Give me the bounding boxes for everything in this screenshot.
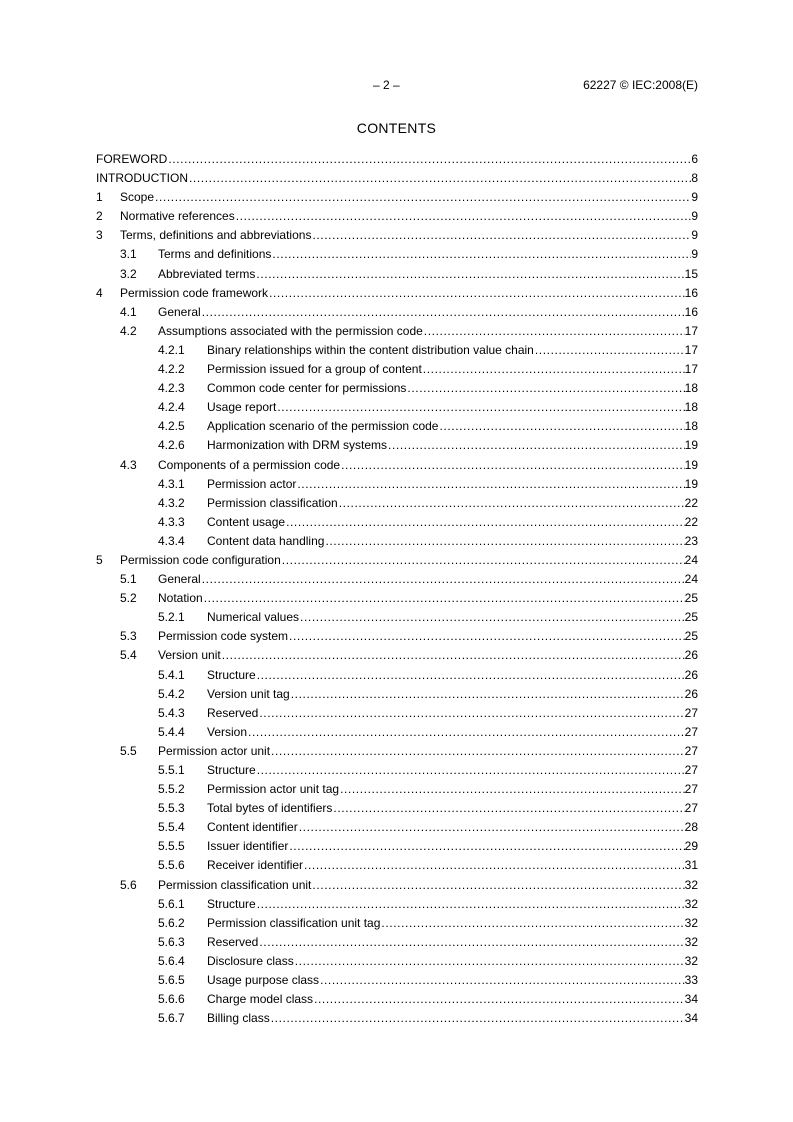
toc-entry-page: 25 (684, 629, 698, 644)
toc-entry-page: 9 (691, 190, 698, 205)
toc-entry-label: Disclosure class (207, 953, 294, 968)
toc-entry-label: Permission actor unit (158, 743, 271, 758)
toc-entry-line (207, 723, 698, 742)
table-of-contents (96, 150, 698, 1028)
toc-entry[interactable] (96, 398, 698, 417)
toc-entry-label: Billing class (207, 1011, 270, 1026)
toc-entry-number: 4.1 (120, 304, 137, 319)
contents-title: CONTENTS (356, 120, 437, 136)
dot-leader (204, 589, 685, 608)
toc-entry-label: Normative references (120, 209, 235, 224)
dot-leader (272, 245, 691, 264)
toc-entry-label: Application scenario of the permission code (207, 419, 439, 434)
toc-entry-label: Permission classification (207, 495, 338, 510)
toc-entry-line (207, 761, 698, 780)
toc-entry-label: Version unit (158, 648, 221, 663)
toc-entry-line (96, 150, 698, 169)
dot-leader (259, 704, 684, 723)
toc-entry-label: Reserved (207, 705, 259, 720)
toc-entry[interactable] (96, 742, 698, 761)
toc-entry-label: Version unit tag (207, 686, 290, 701)
toc-entry-number: 5.5.3 (158, 801, 185, 816)
toc-entry-line (96, 169, 698, 188)
toc-entry-page: 18 (684, 400, 698, 415)
toc-entry-page: 26 (684, 648, 698, 663)
toc-entry-label: Content data handling (207, 533, 325, 548)
dot-leader (299, 818, 685, 837)
toc-entry-label: Receiver identifier (207, 858, 304, 873)
toc-entry-line (207, 379, 698, 398)
toc-entry-number: 5.3 (120, 629, 137, 644)
dot-leader (155, 188, 691, 207)
dot-leader (189, 169, 691, 188)
dot-leader (300, 608, 685, 627)
toc-entry-line (207, 341, 698, 360)
toc-entry-page: 26 (684, 667, 698, 682)
toc-entry-label: Notation (158, 591, 203, 606)
dot-leader (439, 417, 684, 436)
toc-entry-number: 5.4 (120, 648, 137, 663)
dot-leader (168, 150, 691, 169)
toc-entry-number: 5.4.4 (158, 724, 185, 739)
toc-entry[interactable] (96, 226, 698, 245)
toc-entry-page: 27 (684, 724, 698, 739)
toc-entry[interactable] (96, 723, 698, 742)
toc-entry-page: 25 (684, 610, 698, 625)
toc-entry-number: 5.5.2 (158, 782, 185, 797)
toc-entry-label: Terms, definitions and abbreviations (120, 228, 312, 243)
dot-leader (257, 895, 685, 914)
toc-entry-line (120, 551, 698, 570)
toc-entry-number: 4.2.4 (158, 400, 185, 415)
toc-entry-page: 24 (684, 572, 698, 587)
standard-identifier: 62227 © IEC:2008(E) (583, 78, 698, 92)
toc-entry[interactable] (96, 666, 698, 685)
toc-entry-line (207, 417, 698, 436)
toc-entry[interactable] (96, 188, 698, 207)
toc-entry[interactable] (96, 608, 698, 627)
toc-entry-page: 32 (684, 877, 698, 892)
toc-entry[interactable] (96, 914, 698, 933)
toc-entry-line (158, 303, 698, 322)
toc-entry-line (207, 990, 698, 1009)
toc-entry-line (207, 494, 698, 513)
dot-leader (325, 532, 684, 551)
toc-entry[interactable] (96, 799, 698, 818)
toc-entry-label: Terms and definitions (158, 247, 272, 262)
toc-entry-line (207, 360, 698, 379)
dot-leader (236, 207, 692, 226)
dot-leader (424, 322, 685, 341)
toc-entry-number: 4.2.6 (158, 438, 185, 453)
toc-entry-label: Reserved (207, 934, 259, 949)
toc-entry[interactable] (96, 265, 698, 284)
toc-entry-label: Usage report (207, 400, 277, 415)
toc-entry-number: 4.3.3 (158, 514, 185, 529)
dot-leader (341, 456, 685, 475)
toc-entry-page: 19 (684, 457, 698, 472)
toc-entry-page: 24 (684, 552, 698, 567)
toc-entry-number: 5.6.4 (158, 953, 185, 968)
toc-entry-line (158, 265, 698, 284)
toc-entry-line (207, 933, 698, 952)
toc-entry-page: 29 (684, 839, 698, 854)
toc-entry-number: 4.2.1 (158, 342, 185, 357)
toc-entry-label: Issuer identifier (207, 839, 289, 854)
page-number: – 2 – (373, 78, 400, 92)
toc-entry-label: Version (207, 724, 248, 739)
toc-entry-number: 5.2 (120, 591, 137, 606)
toc-entry[interactable] (96, 971, 698, 990)
toc-entry-label: FOREWORD (96, 152, 168, 166)
toc-entry-label: Total bytes of identifiers (207, 801, 333, 816)
toc-entry-page: 32 (684, 915, 698, 930)
dot-leader (271, 1009, 685, 1028)
toc-entry[interactable] (96, 169, 698, 188)
toc-entry-page: 32 (684, 953, 698, 968)
dot-leader (423, 360, 685, 379)
toc-entry-page: 33 (684, 973, 698, 988)
toc-entry-label: Permission actor (207, 476, 297, 491)
toc-entry-line (120, 284, 698, 303)
dot-leader (535, 341, 685, 360)
toc-entry-page: 15 (684, 266, 698, 281)
dot-leader (289, 837, 684, 856)
toc-entry-page: 34 (684, 992, 698, 1007)
dot-leader (407, 379, 684, 398)
toc-entry[interactable] (96, 780, 698, 799)
toc-entry-label: Permission code system (158, 629, 289, 644)
toc-entry-label: Numerical values (207, 610, 300, 625)
toc-entry-number: 1 (96, 190, 103, 205)
toc-entry[interactable] (96, 646, 698, 665)
toc-entry-line (207, 914, 698, 933)
toc-entry-line (158, 589, 698, 608)
toc-entry[interactable] (96, 933, 698, 952)
toc-entry-page: 17 (684, 323, 698, 338)
toc-entry-line (207, 1009, 698, 1028)
toc-entry-number: 5.6.6 (158, 992, 185, 1007)
toc-entry[interactable] (96, 895, 698, 914)
toc-entry-label: Common code center for permissions (207, 381, 407, 396)
toc-entry-page: 17 (684, 342, 698, 357)
toc-entry-label: General (158, 572, 201, 587)
toc-entry-page: 17 (684, 362, 698, 377)
dot-leader (314, 990, 685, 1009)
toc-entry-line (207, 666, 698, 685)
toc-entry-page: 19 (684, 438, 698, 453)
toc-entry-label: Content usage (207, 514, 286, 529)
toc-entry-line (207, 780, 698, 799)
dot-leader (269, 284, 685, 303)
dot-leader (291, 685, 685, 704)
toc-entry[interactable] (96, 551, 698, 570)
dot-leader (248, 723, 685, 742)
dot-leader (259, 933, 684, 952)
toc-entry-page: 22 (684, 514, 698, 529)
toc-entry-number: 3.2 (120, 266, 137, 281)
toc-entry-page: 26 (684, 686, 698, 701)
dot-leader (257, 761, 685, 780)
dot-leader (297, 475, 684, 494)
toc-entry-number: 5.4.3 (158, 705, 185, 720)
toc-entry-label: Permission code configuration (120, 552, 281, 567)
toc-entry-line (207, 532, 698, 551)
toc-entry-number: 4.3 (120, 457, 137, 472)
toc-entry-label: Harmonization with DRM systems (207, 438, 388, 453)
toc-entry-label: Permission actor unit tag (207, 782, 340, 797)
toc-entry-line (207, 513, 698, 532)
dot-leader (304, 856, 685, 875)
toc-entry-line (207, 895, 698, 914)
toc-entry-label: Permission issued for a group of content (207, 362, 422, 377)
toc-entry-number: 4.3.4 (158, 533, 185, 548)
toc-entry[interactable] (96, 475, 698, 494)
toc-entry-number: 5.5.6 (158, 858, 185, 873)
dot-leader (271, 742, 685, 761)
toc-entry-line (120, 207, 698, 226)
toc-entry[interactable] (96, 513, 698, 532)
toc-entry-page: 19 (684, 476, 698, 491)
dot-leader (202, 303, 685, 322)
toc-entry-line (120, 188, 698, 207)
toc-entry-page: 27 (684, 801, 698, 816)
toc-entry-page: 27 (684, 743, 698, 758)
toc-entry-label: Structure (207, 763, 256, 777)
toc-entry-number: 4.3.1 (158, 476, 185, 491)
toc-entry-number: 5.4.2 (158, 686, 185, 701)
toc-entry-page: 6 (691, 152, 698, 166)
toc-entry-label: Structure (207, 667, 256, 682)
toc-entry-label: Structure (207, 896, 256, 911)
toc-entry-number: 3.1 (120, 247, 137, 262)
toc-entry-page: 23 (684, 533, 698, 548)
toc-entry-page: 27 (684, 705, 698, 720)
toc-entry[interactable] (96, 379, 698, 398)
dot-leader (312, 226, 691, 245)
toc-entry-line (158, 742, 698, 761)
toc-entry-page: 16 (684, 304, 698, 319)
toc-entry-page: 9 (691, 228, 698, 243)
toc-entry-number: 5 (96, 552, 103, 567)
toc-entry-number: 5.5.1 (158, 763, 185, 777)
toc-entry-page: 9 (691, 247, 698, 262)
dot-leader (282, 551, 685, 570)
toc-entry-line (207, 837, 698, 856)
toc-entry-line (207, 685, 698, 704)
toc-entry-label: Scope (120, 190, 155, 205)
dot-leader (340, 780, 685, 799)
toc-entry-line (207, 608, 698, 627)
dot-leader (256, 265, 684, 284)
toc-entry-number: 5.6.7 (158, 1011, 185, 1026)
toc-entry-label: Components of a permission code (158, 457, 341, 472)
toc-entry-line (158, 322, 698, 341)
toc-entry-line (207, 952, 698, 971)
toc-entry[interactable] (96, 456, 698, 475)
toc-entry[interactable] (96, 284, 698, 303)
toc-entry-number: 4.2 (120, 323, 137, 338)
toc-entry-number: 4 (96, 285, 103, 300)
toc-entry-line (158, 570, 698, 589)
dot-leader (388, 436, 685, 455)
dot-leader (312, 876, 684, 895)
dot-leader (257, 666, 685, 685)
dot-leader (222, 646, 685, 665)
toc-entry[interactable] (96, 589, 698, 608)
toc-entry[interactable] (96, 1009, 698, 1028)
toc-entry-line (207, 475, 698, 494)
toc-entry[interactable] (96, 704, 698, 723)
toc-entry-page: 18 (684, 419, 698, 434)
toc-entry[interactable] (96, 532, 698, 551)
toc-entry-number: 5.2.1 (158, 610, 185, 625)
dot-leader (286, 513, 685, 532)
toc-entry-page: 34 (684, 1011, 698, 1026)
toc-entry-line (158, 646, 698, 665)
toc-entry-line (158, 876, 698, 895)
toc-entry-number: 5.5 (120, 743, 137, 758)
toc-entry-label: Binary relationships within the content distribution value chain (207, 342, 534, 357)
toc-entry[interactable] (96, 952, 698, 971)
toc-entry-number: 5.4.1 (158, 667, 185, 682)
toc-entry[interactable] (96, 494, 698, 513)
toc-entry-line (207, 818, 698, 837)
toc-entry[interactable] (96, 876, 698, 895)
toc-entry-number: 2 (96, 209, 103, 224)
dot-leader (289, 627, 685, 646)
toc-entry[interactable] (96, 685, 698, 704)
toc-entry-line (207, 856, 698, 875)
toc-entry-label: INTRODUCTION (96, 171, 188, 186)
dot-leader (333, 799, 684, 818)
toc-entry-number: 5.6.5 (158, 973, 185, 988)
toc-entry[interactable] (96, 150, 698, 169)
toc-entry-page: 32 (684, 934, 698, 949)
toc-entry-number: 5.6.1 (158, 896, 185, 911)
toc-entry[interactable] (96, 761, 698, 780)
toc-entry-page: 16 (684, 285, 698, 300)
toc-entry[interactable] (96, 436, 698, 455)
toc-entry[interactable] (96, 303, 698, 322)
dot-leader (295, 952, 685, 971)
toc-entry[interactable] (96, 570, 698, 589)
toc-entry-number: 4.2.5 (158, 419, 185, 434)
toc-entry-line (120, 226, 698, 245)
toc-entry-number: 5.5.5 (158, 839, 185, 854)
toc-entry[interactable] (96, 837, 698, 856)
dot-leader (277, 398, 684, 417)
toc-entry-line (158, 245, 698, 264)
toc-entry-line (207, 704, 698, 723)
toc-entry-line (207, 971, 698, 990)
toc-entry-label: Usage purpose class (207, 973, 320, 988)
dot-leader (202, 570, 685, 589)
toc-entry-number: 4.2.3 (158, 381, 185, 396)
toc-entry-line (207, 799, 698, 818)
toc-entry[interactable] (96, 627, 698, 646)
toc-entry-label: Charge model class (207, 992, 314, 1007)
toc-entry-label: Permission classification unit (158, 877, 312, 892)
toc-entry-page: 27 (684, 782, 698, 797)
toc-entry[interactable] (96, 245, 698, 264)
toc-entry-line (207, 398, 698, 417)
toc-entry-number: 4.2.2 (158, 362, 185, 377)
toc-entry-page: 9 (691, 209, 698, 224)
toc-entry[interactable] (96, 856, 698, 875)
toc-entry[interactable] (96, 990, 698, 1009)
toc-entry-label: Permission code framework (120, 285, 269, 300)
dot-leader (381, 914, 684, 933)
toc-entry-number: 4.3.2 (158, 495, 185, 510)
toc-entry-label: Assumptions associated with the permission code (158, 323, 423, 338)
toc-entry-page: 22 (684, 495, 698, 510)
dot-leader (320, 971, 685, 990)
page-header (96, 78, 698, 94)
toc-entry[interactable] (96, 322, 698, 341)
toc-entry-page: 32 (684, 896, 698, 911)
toc-entry-label: General (158, 304, 201, 319)
toc-entry-page: 31 (684, 858, 698, 873)
toc-entry-line (207, 436, 698, 455)
toc-entry[interactable] (96, 360, 698, 379)
dot-leader (339, 494, 685, 513)
toc-entry-label: Content identifier (207, 820, 298, 835)
toc-entry[interactable] (96, 341, 698, 360)
toc-entry-label: Abbreviated terms (158, 266, 256, 281)
toc-entry-page: 25 (684, 591, 698, 606)
toc-entry-number: 5.5.4 (158, 820, 185, 835)
toc-entry-number: 5.1 (120, 572, 137, 587)
toc-entry[interactable] (96, 818, 698, 837)
toc-entry-page: 28 (684, 820, 698, 835)
toc-entry[interactable] (96, 417, 698, 436)
toc-entry-page: 27 (684, 763, 698, 777)
toc-entry[interactable] (96, 207, 698, 226)
toc-entry-page: 18 (684, 381, 698, 396)
toc-entry-page: 8 (691, 171, 698, 186)
toc-entry-label: Permission classification unit tag (207, 915, 381, 930)
toc-entry-number: 5.6.3 (158, 934, 185, 949)
toc-entry-number: 5.6 (120, 877, 137, 892)
toc-entry-number: 5.6.2 (158, 915, 185, 930)
toc-entry-line (158, 456, 698, 475)
toc-entry-number: 3 (96, 228, 103, 243)
toc-entry-line (158, 627, 698, 646)
